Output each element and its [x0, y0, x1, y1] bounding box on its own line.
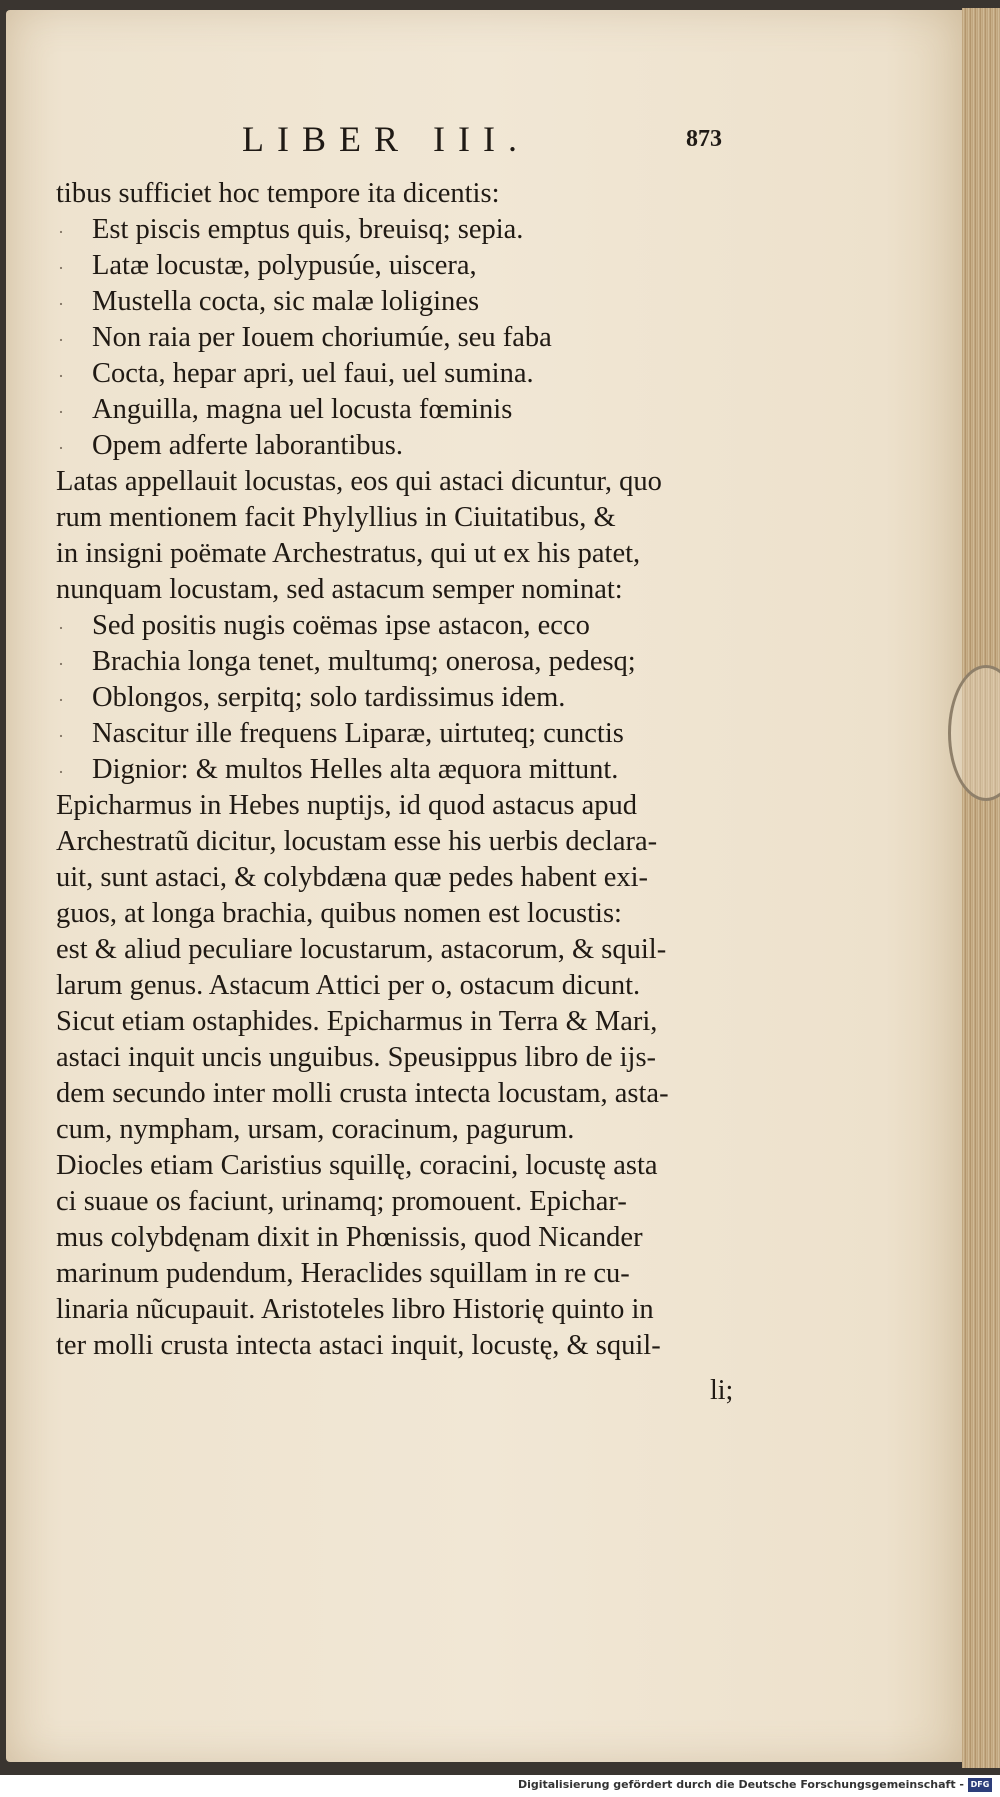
line-text: ci suaue os faciunt, urinamq; promouent. Epichar-	[56, 1186, 627, 1217]
running-head-title: LIBER III.	[242, 119, 530, 159]
book-page	[6, 10, 962, 1762]
line-text: cum, nympham, ursam, coracinum, pagurum.	[56, 1114, 575, 1145]
verse-line	[56, 680, 746, 716]
line-text: uit, sunt astaci, & colybdæna quæ pedes habent exi-	[56, 862, 649, 893]
verse-marker: ·	[58, 762, 64, 782]
prose-line	[56, 896, 746, 932]
line-text: Non raia per Iouem choriumúe, seu faba	[92, 322, 552, 353]
verse-marker: ·	[58, 330, 64, 350]
verse-marker: ·	[58, 726, 64, 746]
prose-line	[56, 572, 746, 608]
running-head	[6, 118, 962, 168]
line-text: Opem adferte laborantibus.	[92, 430, 404, 461]
text-block	[56, 176, 746, 1364]
line-text: Latas appellauit locustas, eos qui astaci dicuntur, quo	[56, 466, 662, 497]
page-number: 873	[686, 126, 722, 152]
line-text: rum mentionem facit Phylyllius in Ciuitatibus, &	[56, 502, 616, 533]
prose-line	[56, 968, 746, 1004]
line-text: Epicharmus in Hebes nuptijs, id quod astacus apud	[56, 790, 637, 821]
line-text: ter molli crusta intecta astaci inquit, locustę, & squil-	[56, 1330, 661, 1361]
verse-line	[56, 608, 746, 644]
prose-line	[56, 1076, 746, 1112]
line-text: nunquam locustam, sed astacum semper nominat:	[56, 574, 623, 605]
prose-line	[56, 824, 746, 860]
prose-line	[56, 1256, 746, 1292]
prose-line	[56, 932, 746, 968]
prose-line	[56, 464, 746, 500]
prose-line	[56, 536, 746, 572]
prose-line	[56, 1184, 746, 1220]
verse-line	[56, 248, 746, 284]
line-text: Mustella cocta, sic malæ loligines	[92, 286, 480, 317]
prose-line	[56, 176, 746, 212]
verse-marker: ·	[58, 438, 64, 458]
line-text: Latæ locustæ, polypusúe, uiscera,	[92, 250, 477, 281]
verse-line	[56, 356, 746, 392]
footer-credit: Digitalisierung gefördert durch die Deutsche Forschungsgemeinschaft -	[517, 1778, 964, 1791]
verse-marker: ·	[58, 222, 64, 242]
line-text: Cocta, hepar apri, uel faui, uel sumina.	[92, 358, 534, 389]
prose-line	[56, 1328, 746, 1364]
line-text: in insigni poëmate Archestratus, qui ut ex his patet,	[56, 538, 641, 569]
dfg-logo: DFG	[968, 1778, 992, 1792]
footer-bar	[0, 1775, 1000, 1797]
line-text: linaria nũcupauit. Aristoteles libro Historię quinto in	[56, 1294, 654, 1325]
line-text: guos, at longa brachia, quibus nomen est locustis:	[56, 898, 622, 929]
line-text: Est piscis emptus quis, breuisq; sepia.	[92, 214, 524, 245]
line-text: marinum pudendum, Heraclides squillam in re cu-	[56, 1258, 630, 1289]
line-text: Archestratũ dicitur, locustam esse his uerbis declara-	[56, 826, 658, 857]
verse-line	[56, 716, 746, 752]
verse-marker: ·	[58, 690, 64, 710]
page-edge	[962, 8, 1000, 1768]
line-text: Diocles etiam Caristius squillę, coracini, locustę asta	[56, 1150, 658, 1181]
line-text: Brachia longa tenet, multumq; onerosa, pedesq;	[92, 646, 636, 677]
line-text: astaci inquit uncis unguibus. Speusippus libro de ijs-	[56, 1042, 657, 1073]
line-text: tibus sufficiet hoc tempore ita dicentis:	[56, 178, 500, 209]
line-text: Nascitur ille frequens Liparæ, uirtuteq; cunctis	[92, 718, 624, 749]
verse-marker: ·	[58, 654, 64, 674]
line-text: Oblongos, serpitq; solo tardissimus idem.	[92, 682, 566, 713]
line-text: Anguilla, magna uel locusta fœminis	[92, 394, 513, 425]
prose-line	[56, 1040, 746, 1076]
verse-marker: ·	[58, 366, 64, 386]
verse-line	[56, 284, 746, 320]
verse-marker: ·	[58, 258, 64, 278]
line-text: Dignior: & multos Helles alta æquora mittunt.	[92, 754, 619, 785]
line-text: est & aliud peculiare locustarum, astacorum, & squil-	[56, 934, 667, 965]
line-text: Sicut etiam ostaphides. Epicharmus in Terra & Mari,	[56, 1006, 658, 1037]
line-text: mus colybdęnam dixit in Phœnissis, quod Nicander	[56, 1222, 643, 1253]
prose-line	[56, 1292, 746, 1328]
verse-marker: ·	[58, 402, 64, 422]
verse-line	[56, 644, 746, 680]
prose-line	[56, 1148, 746, 1184]
prose-line	[56, 860, 746, 896]
line-text: larum genus. Astacum Attici per o, ostacum dicunt.	[56, 970, 641, 1001]
verse-line	[56, 428, 746, 464]
verse-line	[56, 392, 746, 428]
prose-line	[56, 1004, 746, 1040]
line-text: Sed positis nugis coëmas ipse astacon, ecco	[92, 610, 590, 641]
prose-line	[56, 1220, 746, 1256]
verse-line	[56, 752, 746, 788]
verse-marker: ·	[58, 618, 64, 638]
line-text: dem secundo inter molli crusta intecta locustam, asta-	[56, 1078, 669, 1109]
verse-line	[56, 320, 746, 356]
verse-line	[56, 212, 746, 248]
prose-line	[56, 500, 746, 536]
prose-line	[56, 788, 746, 824]
catchword: li;	[710, 1375, 734, 1406]
verse-marker: ·	[58, 294, 64, 314]
prose-line	[56, 1112, 746, 1148]
